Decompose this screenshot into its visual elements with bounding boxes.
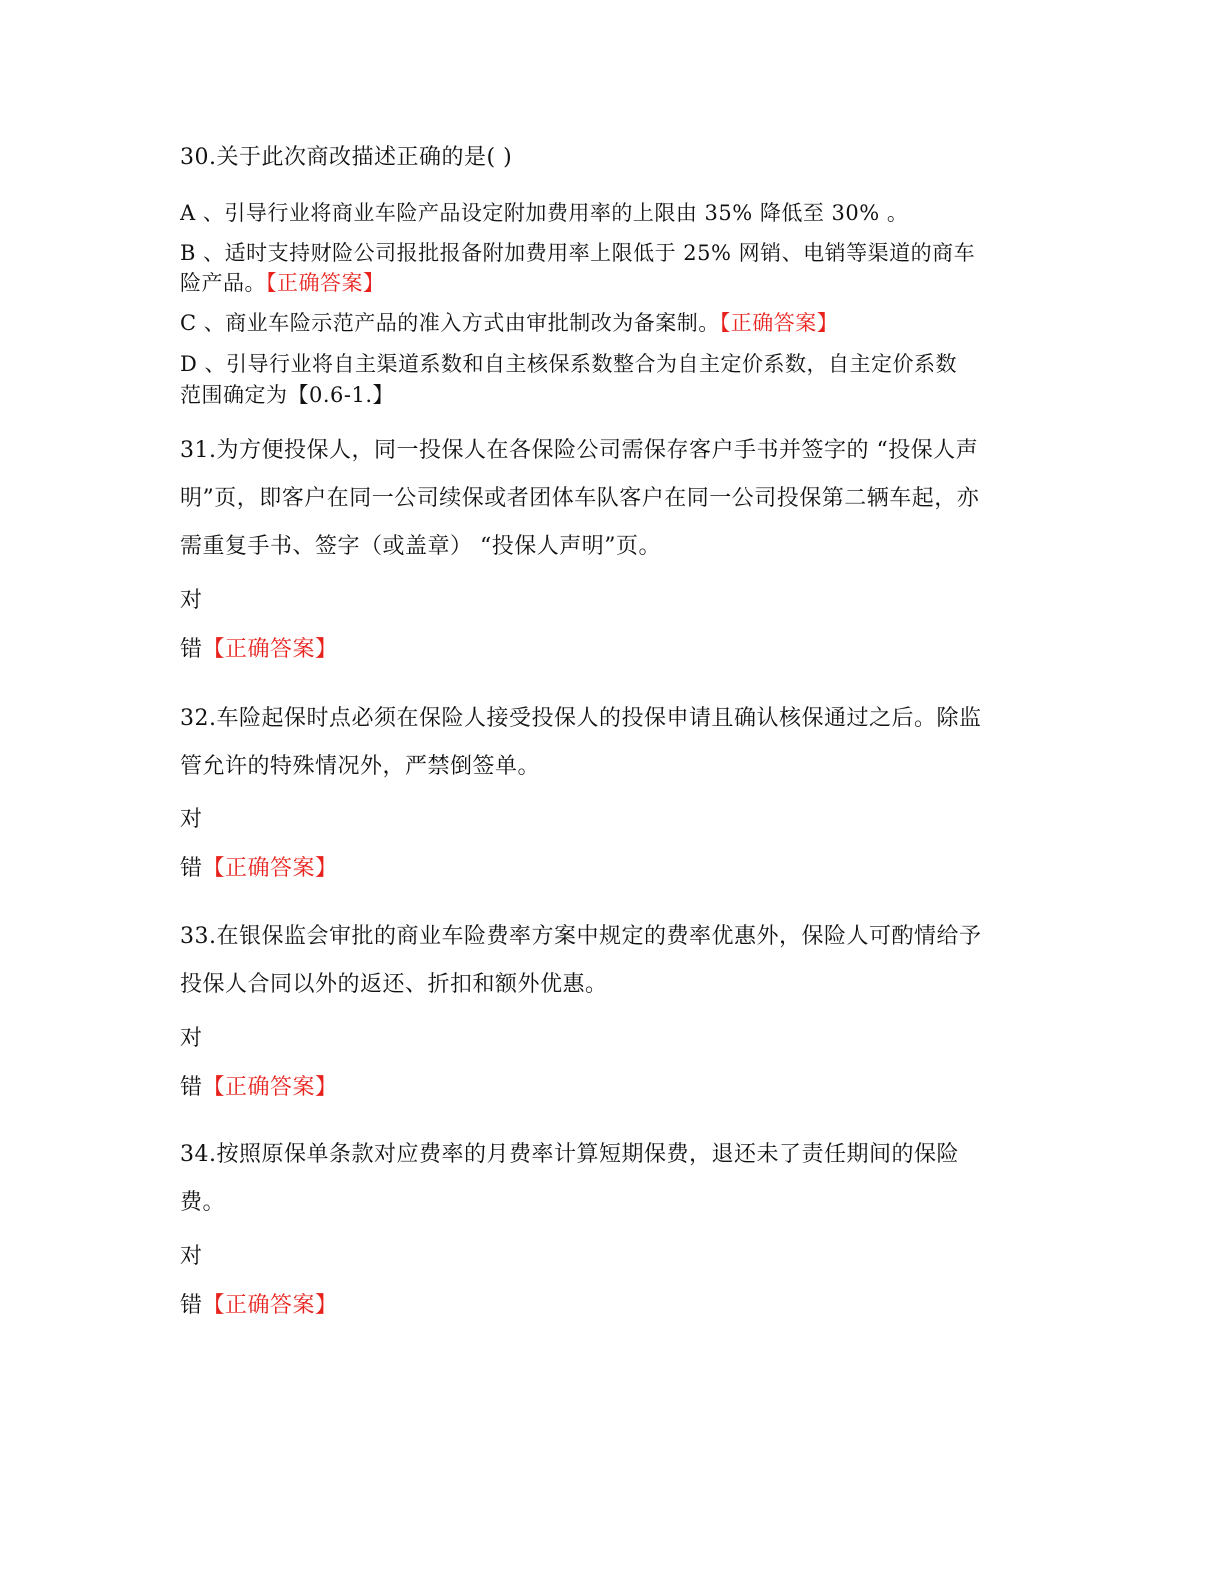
question-31-line-3: 需重复手书、签字（或盖章） “投保人声明”页。 (180, 534, 661, 559)
correct-answer-mark: 【正确答案】 (719, 311, 839, 335)
question-34-line-2: 费。 (180, 1190, 226, 1215)
correct-answer-mark: 【正确答案】 (202, 1075, 338, 1100)
question-34-line-1: 34.按照原保单条款对应费率的月费率计算短期保费，退还未了责任期间的保险 (180, 1142, 959, 1167)
question-32-false-option (180, 856, 1040, 882)
false-label: 错 (180, 1075, 203, 1100)
correct-answer-mark: 【正确答案】 (202, 856, 338, 881)
question-30-option-b-line-2 (180, 270, 1040, 296)
question-34-false-option (180, 1293, 1040, 1319)
question-30-option-a: A 、引导行业将商业车险产品设定附加费用率的上限由 35% 降低至 30% 。 (180, 201, 909, 225)
question-33-line-2: 投保人合同以外的返还、折扣和额外优惠。 (180, 972, 608, 997)
correct-answer-mark: 【正确答案】 (202, 1293, 338, 1318)
question-31-line-2: 明”页，即客户在同一公司续保或者团体车队客户在同一公司投保第二辆车起，亦 (180, 486, 980, 511)
false-label: 错 (180, 1293, 203, 1318)
question-30-option-c (180, 310, 1040, 336)
false-label: 错 (180, 637, 203, 662)
question-34-true-option: 对 (180, 1244, 203, 1269)
correct-answer-mark: 【正确答案】 (266, 271, 385, 295)
question-32-line-1: 32.车险起保时点必须在保险人接受投保人的投保申请且确认核保通过之后。除监 (180, 706, 982, 731)
question-30-option-b-line-1: B 、适时支持财险公司报批报备附加费用率上限低于 25% 网销、电销等渠道的商车 (180, 241, 976, 265)
question-33-line-1: 33.在银保监会审批的商业车险费率方案中规定的费率优惠外，保险人可酌情给予 (180, 924, 982, 949)
question-30-text: 30.关于此次商改描述正确的是( ) (180, 145, 513, 170)
question-31-true-option: 对 (180, 588, 203, 613)
question-30-option-d-line-1: D 、引导行业将自主渠道系数和自主核保系数整合为自主定价系数，自主定价系数 (180, 352, 958, 376)
correct-answer-mark: 【正确答案】 (202, 637, 338, 662)
question-33-false-option (180, 1075, 1040, 1101)
question-32-line-2: 管允许的特殊情况外，严禁倒签单。 (180, 754, 541, 779)
question-32-true-option: 对 (180, 807, 203, 832)
question-33-true-option: 对 (180, 1026, 203, 1051)
option-b-text: 险产品。 (180, 271, 266, 295)
question-30-option-d-line-2: 范围确定为【0.6-1.】 (180, 383, 395, 407)
option-c-text: C 、商业车险示范产品的准入方式由审批制改为备案制。 (180, 311, 720, 335)
question-31-line-1: 31.为方便投保人，同一投保人在各保险公司需保存客户手书并签字的 “投保人声 (180, 438, 979, 463)
question-31-false-option (180, 637, 1040, 663)
false-label: 错 (180, 856, 203, 881)
